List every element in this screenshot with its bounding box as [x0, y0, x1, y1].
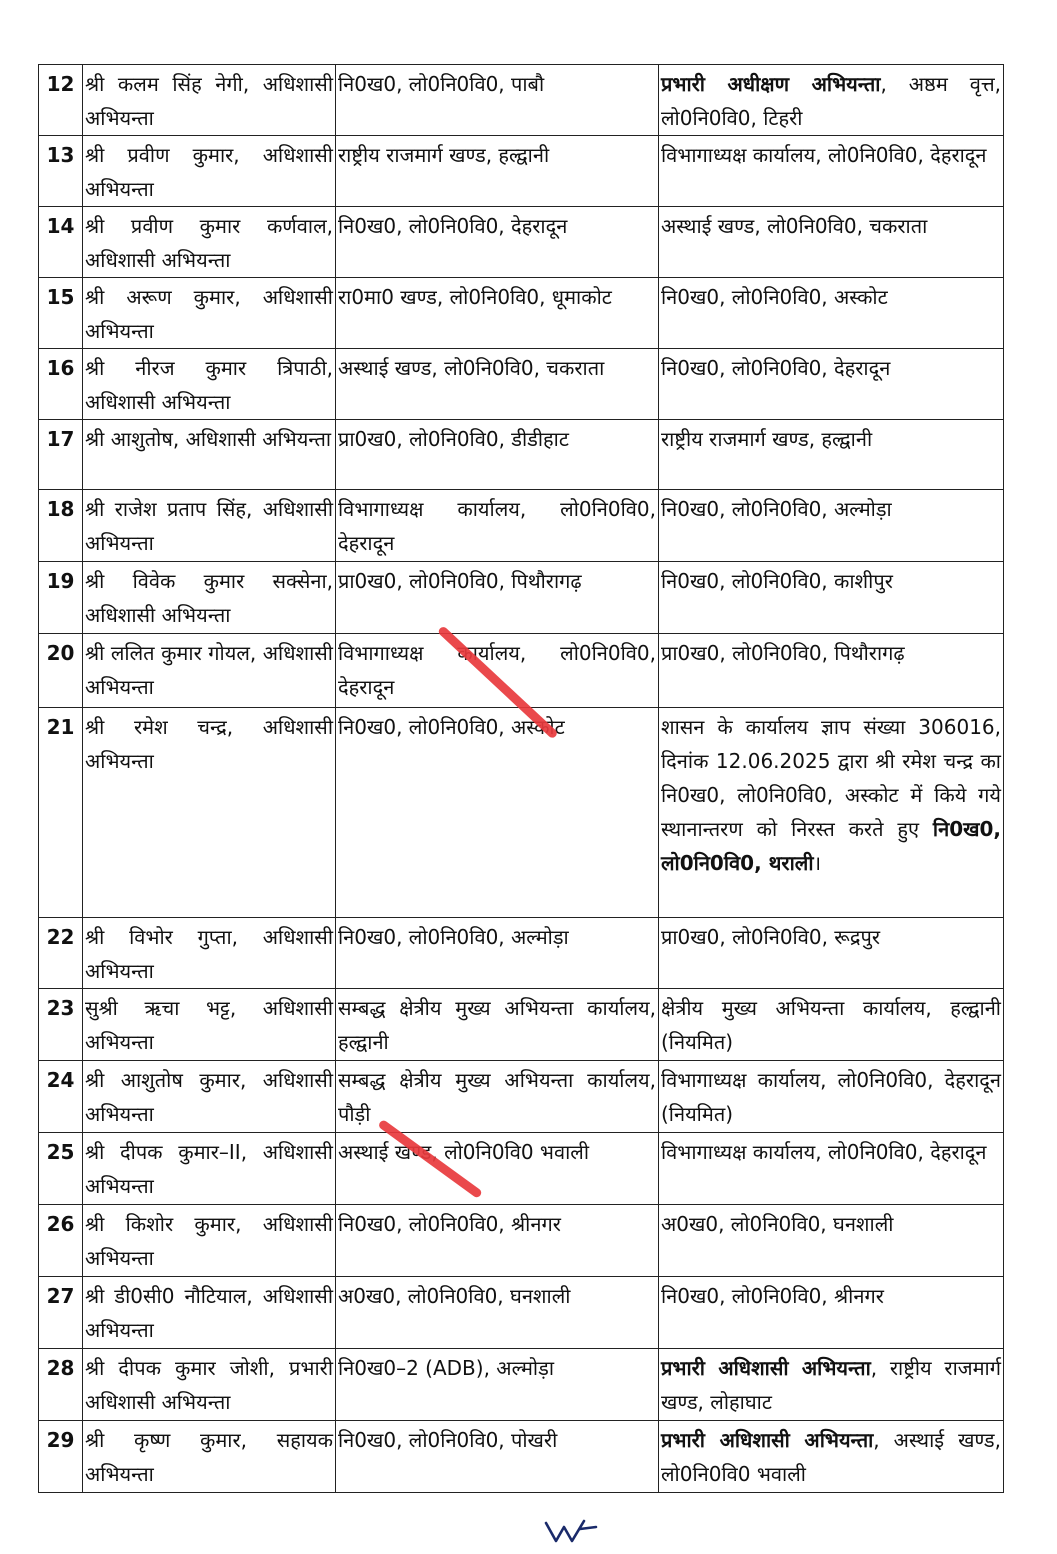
current-posting: सम्बद्ध क्षेत्रीय मुख्य अभियन्ता कार्यालय, हल्द्वानी [336, 989, 659, 1061]
transfer-table [38, 64, 1004, 1493]
officer-name: श्री कलम सिंह नेगी, अधिशासी अभियन्ता [83, 65, 336, 136]
serial-number: 24 [39, 1061, 83, 1133]
officer-name: श्री प्रवीण कुमार कर्णवाल, अधिशासी अभियन्ता [83, 207, 336, 278]
current-posting: राष्ट्रीय राजमार्ग खण्ड, हल्द्वानी [336, 136, 659, 207]
new-posting-bold: प्रभारी अधीक्षण अभियन्ता [661, 72, 881, 96]
officer-name: श्री दीपक कुमार–II, अधिशासी अभियन्ता [83, 1133, 336, 1205]
table-row [39, 1277, 1004, 1349]
officer-name: श्री रमेश चन्द्र, अधिशासी अभियन्ता [83, 708, 336, 918]
new-posting: क्षेत्रीय मुख्य अभियन्ता कार्यालय, हल्द्वानी (नियमित) [659, 989, 1004, 1061]
officer-name: श्री विभोर गुप्ता, अधिशासी अभियन्ता [83, 918, 336, 989]
new-posting-rest: , अष्ठम वृत्त, लो0नि0वि0, टिहरी [661, 72, 1001, 130]
table-row [39, 562, 1004, 634]
table-row [39, 1205, 1004, 1277]
new-posting [659, 1349, 1004, 1421]
new-posting: नि0ख0, लो0नि0वि0, अल्मोड़ा [659, 490, 1004, 562]
current-posting: नि0ख0, लो0नि0वि0, पोखरी [336, 1421, 659, 1493]
new-posting: प्रा0ख0, लो0नि0वि0, रूद्रपुर [659, 918, 1004, 989]
serial-number: 27 [39, 1277, 83, 1349]
current-posting: सम्बद्ध क्षेत्रीय मुख्य अभियन्ता कार्यालय, पौड़ी [336, 1061, 659, 1133]
officer-name: श्री नीरज कुमार त्रिपाठी, अधिशासी अभियन्ता [83, 349, 336, 420]
new-posting: नि0ख0, लो0नि0वि0, काशीपुर [659, 562, 1004, 634]
serial-number: 22 [39, 918, 83, 989]
serial-number: 26 [39, 1205, 83, 1277]
current-posting: नि0ख0–2 (ADB), अल्मोड़ा [336, 1349, 659, 1421]
table-row [39, 420, 1004, 490]
table-row [39, 1349, 1004, 1421]
current-posting: नि0ख0, लो0नि0वि0, श्रीनगर [336, 1205, 659, 1277]
table-row [39, 490, 1004, 562]
handwritten-initials [540, 1515, 610, 1547]
serial-number: 21 [39, 708, 83, 918]
serial-number: 16 [39, 349, 83, 420]
new-posting-bold: नि0ख0, लो0नि0वि0, थराली [661, 817, 1001, 875]
current-posting: विभागाध्यक्ष कार्यालय, लो0नि0वि0, देहरादून [336, 634, 659, 708]
new-posting [659, 1421, 1004, 1493]
table-row [39, 1133, 1004, 1205]
current-posting: अस्थाई खण्ड, लो0नि0वि0 भवाली [336, 1133, 659, 1205]
new-posting-bold: प्रभारी अधिशासी अभियन्ता [661, 1356, 871, 1380]
new-posting-rest: , राष्ट्रीय राजमार्ग खण्ड, लोहाघाट [661, 1356, 1001, 1414]
current-posting: नि0ख0, लो0नि0वि0, देहरादून [336, 207, 659, 278]
table-row [39, 207, 1004, 278]
new-posting-bold: प्रभारी अधिशासी अभियन्ता [661, 1428, 874, 1452]
table-row [39, 65, 1004, 136]
serial-number: 17 [39, 420, 83, 490]
new-posting: नि0ख0, लो0नि0वि0, देहरादून [659, 349, 1004, 420]
serial-number: 13 [39, 136, 83, 207]
current-posting: अस्थाई खण्ड, लो0नि0वि0, चकराता [336, 349, 659, 420]
serial-number: 25 [39, 1133, 83, 1205]
new-posting-rest: , अस्थाई खण्ड, लो0नि0वि0 भवाली [661, 1428, 1001, 1486]
new-posting: विभागाध्यक्ष कार्यालय, लो0नि0वि0, देहरादून [659, 1133, 1004, 1205]
new-posting-rest: । [813, 851, 822, 875]
new-posting [659, 65, 1004, 136]
serial-number: 15 [39, 278, 83, 349]
current-posting: प्रा0ख0, लो0नि0वि0, पिथौरागढ़ [336, 562, 659, 634]
serial-number: 18 [39, 490, 83, 562]
new-posting: राष्ट्रीय राजमार्ग खण्ड, हल्द्वानी [659, 420, 1004, 490]
officer-name: श्री प्रवीण कुमार, अधिशासी अभियन्ता [83, 136, 336, 207]
current-posting: प्रा0ख0, लो0नि0वि0, डीडीहाट [336, 420, 659, 490]
current-posting: नि0ख0, लो0नि0वि0, पाबौ [336, 65, 659, 136]
new-posting-text: शासन के कार्यालय ज्ञाप संख्या 306016, दिनांक 12.06.2025 द्वारा श्री रमेश चन्द्र का नि0ख0, लो0नि0वि0, अस्कोट में किये गये स्थानान्तरण को निरस्त करते हुए [661, 715, 1001, 841]
officer-name: श्री अरूण कुमार, अधिशासी अभियन्ता [83, 278, 336, 349]
officer-name: श्री आशुतोष कुमार, अधिशासी अभियन्ता [83, 1061, 336, 1133]
officer-name: श्री विवेक कुमार सक्सेना, अधिशासी अभियन्ता [83, 562, 336, 634]
table-row [39, 634, 1004, 708]
new-posting: विभागाध्यक्ष कार्यालय, लो0नि0वि0, देहरादून (नियमित) [659, 1061, 1004, 1133]
table-row [39, 708, 1004, 918]
new-posting: अ0ख0, लो0नि0वि0, घनशाली [659, 1205, 1004, 1277]
new-posting: नि0ख0, लो0नि0वि0, श्रीनगर [659, 1277, 1004, 1349]
officer-name: सुश्री ऋचा भट्ट, अधिशासी अभियन्ता [83, 989, 336, 1061]
current-posting: नि0ख0, लो0नि0वि0, अस्कोट [336, 708, 659, 918]
serial-number: 14 [39, 207, 83, 278]
table-row [39, 278, 1004, 349]
new-posting: प्रा0ख0, लो0नि0वि0, पिथौरागढ़ [659, 634, 1004, 708]
officer-name: श्री आशुतोष, अधिशासी अभियन्ता [83, 420, 336, 490]
serial-number: 20 [39, 634, 83, 708]
officer-name: श्री राजेश प्रताप सिंह, अधिशासी अभियन्ता [83, 490, 336, 562]
serial-number: 28 [39, 1349, 83, 1421]
serial-number: 19 [39, 562, 83, 634]
officer-name: श्री किशोर कुमार, अधिशासी अभियन्ता [83, 1205, 336, 1277]
new-posting: नि0ख0, लो0नि0वि0, अस्कोट [659, 278, 1004, 349]
table-row [39, 1061, 1004, 1133]
new-posting: अस्थाई खण्ड, लो0नि0वि0, चकराता [659, 207, 1004, 278]
officer-name: श्री कृष्ण कुमार, सहायक अभियन्ता [83, 1421, 336, 1493]
table-row [39, 1421, 1004, 1493]
table-row [39, 136, 1004, 207]
current-posting: विभागाध्यक्ष कार्यालय, लो0नि0वि0, देहरादून [336, 490, 659, 562]
table-row [39, 989, 1004, 1061]
serial-number: 23 [39, 989, 83, 1061]
table-row [39, 918, 1004, 989]
current-posting: अ0ख0, लो0नि0वि0, घनशाली [336, 1277, 659, 1349]
current-posting: नि0ख0, लो0नि0वि0, अल्मोड़ा [336, 918, 659, 989]
officer-name: श्री ललित कुमार गोयल, अधिशासी अभियन्ता [83, 634, 336, 708]
officer-name: श्री दीपक कुमार जोशी, प्रभारी अधिशासी अभियन्ता [83, 1349, 336, 1421]
serial-number: 12 [39, 65, 83, 136]
new-posting [659, 708, 1004, 918]
officer-name: श्री डी0सी0 नौटियाल, अधिशासी अभियन्ता [83, 1277, 336, 1349]
current-posting: रा0मा0 खण्ड, लो0नि0वि0, धूमाकोट [336, 278, 659, 349]
new-posting: विभागाध्यक्ष कार्यालय, लो0नि0वि0, देहरादून [659, 136, 1004, 207]
serial-number: 29 [39, 1421, 83, 1493]
table-row [39, 349, 1004, 420]
